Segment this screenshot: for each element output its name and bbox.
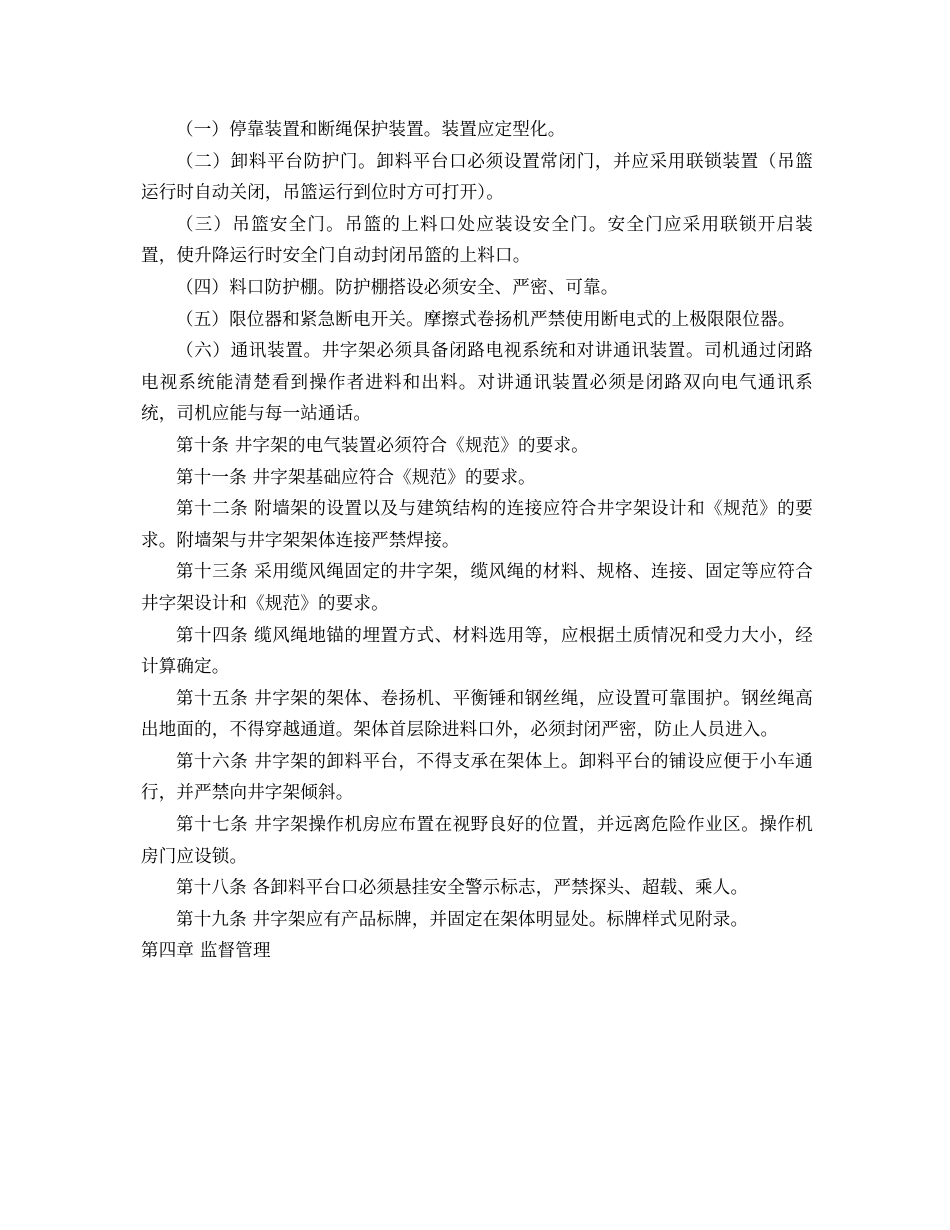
article-11: 第十一条 井字架基础应符合《规范》的要求。 — [176, 467, 536, 488]
article-19: 第十九条 井字架应有产品标牌，并固定在架体明显处。标牌样式见附录。 — [176, 909, 749, 930]
chapter-heading: 第四章 监督管理 — [141, 941, 271, 962]
clause-paragraph-3: （三）吊篮安全门。吊篮的上料口处应装设安全门。安全门应采用联锁开启装置，使升降运行时安全门自动封闭吊篮的上料口。 — [141, 214, 813, 267]
clause-paragraph-5: （五）限位器和紧急断电开关。摩擦式卷扬机严禁使用断电式的上极限限位器。 — [176, 309, 796, 330]
clause-paragraph-6: （六）通讯装置。井字架必须具备闭路电视系统和对讲通讯装置。司机通过闭路电视系统能清楚看到操作者进料和出料。对讲通讯装置必须是闭路双向电气通讯系统，司机应能与每一站通话。 — [141, 341, 813, 425]
article-18: 第十八条 各卸料平台口必须悬挂安全警示标志，严禁探头、超载、乘人。 — [176, 878, 749, 899]
clause-paragraph-4: （四）料口防护棚。防护棚搭设必须安全、严密、可靠。 — [176, 277, 619, 298]
article-10: 第十条 井字架的电气装置必须符合《规范》的要求。 — [176, 435, 589, 456]
article-12: 第十二条 附墙架的设置以及与建筑结构的连接应符合井字架设计和《规范》的要求。附墙架与井字架架体连接严禁焊接。 — [141, 499, 813, 551]
article-16: 第十六条 井字架的卸料平台，不得支承在架体上。卸料平台的铺设应便于小车通行，并严禁向井字架倾斜。 — [141, 751, 813, 804]
article-13: 第十三条 采用缆风绳固定的井字架，缆风绳的材料、规格、连接、固定等应符合井字架设计和《规范》的要求。 — [141, 562, 813, 614]
article-14: 第十四条 缆风绳地锚的埋置方式、材料选用等，应根据土质情况和受力大小，经计算确定。 — [141, 625, 813, 678]
article-17: 第十七条 井字架操作机房应布置在视野良好的位置，并远离危险作业区。操作机房门应设锁。 — [141, 815, 813, 867]
clause-paragraph-2: （二）卸料平台防护门。卸料平台口必须设置常闭门，并应采用联锁装置（吊篮运行时自动关闭，吊篮运行到位时方可打开）。 — [141, 151, 813, 204]
article-15: 第十五条 井字架的架体、卷扬机、平衡锤和钢丝绳，应设置可靠围护。钢丝绳高出地面的，不得穿越通道。架体首层除进料口外，必须封闭严密，防止人员进入。 — [141, 688, 813, 741]
clause-paragraph-1: （一）停靠装置和断绳保护装置。装置应定型化。 — [176, 120, 566, 140]
document-body — [141, 115, 813, 968]
